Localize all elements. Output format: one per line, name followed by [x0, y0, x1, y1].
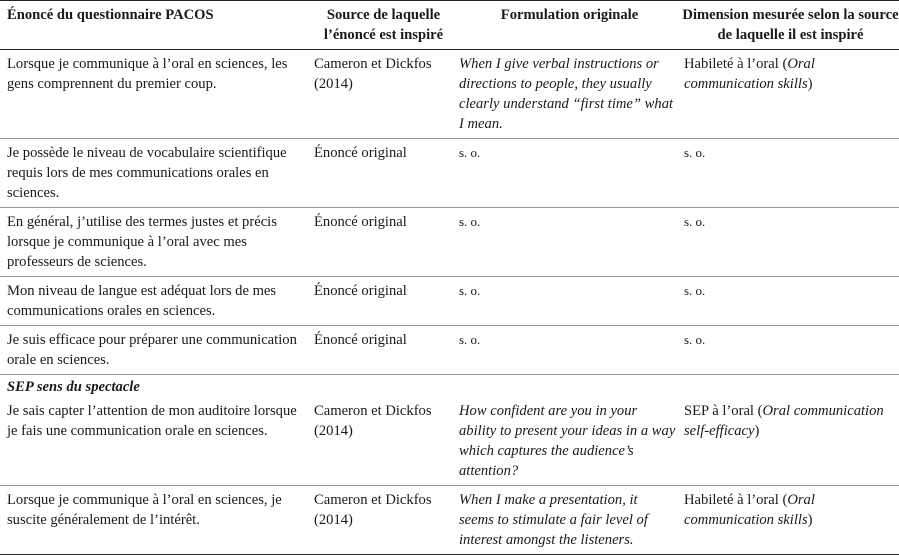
- dimension-cell: [682, 486, 899, 555]
- dimension-close: ): [807, 76, 813, 92]
- dimension-text: Habileté à l’oral (: [684, 492, 788, 508]
- source-cell: Cameron et Dickfos (2014): [310, 397, 457, 486]
- statement-cell: Lorsque je communique à l’oral en sciences, les gens comprennent du premier coup.: [0, 50, 310, 139]
- dimension-english: Oral communication self-efficacy: [684, 403, 884, 439]
- original-cell: s. o.: [457, 326, 682, 375]
- dimension-cell: s. o.: [682, 139, 899, 208]
- section-row: [0, 375, 899, 398]
- table-row: [0, 277, 899, 326]
- dimension-cell: [682, 397, 899, 486]
- dimension-cell: s. o.: [682, 277, 899, 326]
- table-row: [0, 486, 899, 555]
- dimension-cell: s. o.: [682, 208, 899, 277]
- source-cell: Énoncé original: [310, 208, 457, 277]
- statement-cell: Je suis efficace pour préparer une communication orale en sciences.: [0, 326, 310, 375]
- header-dimension: Dimension mesurée selon la source de laquelle il est inspiré: [682, 1, 899, 50]
- source-cell: Énoncé original: [310, 326, 457, 375]
- table-row: [0, 397, 899, 486]
- header-statement: Énoncé du questionnaire PACOS: [0, 1, 310, 50]
- original-cell: When I give verbal instructions or directions to people, they usually clearly understand “first time” what I mean.: [457, 50, 682, 139]
- statement-cell: Mon niveau de langue est adéquat lors de mes communications orales en sciences.: [0, 277, 310, 326]
- original-cell: s. o.: [457, 277, 682, 326]
- source-cell: Cameron et Dickfos (2014): [310, 486, 457, 555]
- dimension-cell: s. o.: [682, 326, 899, 375]
- statement-cell: Je possède le niveau de vocabulaire scientifique requis lors de mes communications orales en sciences.: [0, 139, 310, 208]
- statement-cell: Lorsque je communique à l’oral en sciences, je suscite généralement de l’intérêt.: [0, 486, 310, 555]
- dimension-cell: [682, 50, 899, 139]
- source-cell: Cameron et Dickfos (2014): [310, 50, 457, 139]
- section-title: SEP sens du spectacle: [7, 379, 140, 395]
- dimension-english: Oral communication skills: [684, 492, 815, 528]
- header-row: [0, 1, 899, 50]
- original-cell: s. o.: [457, 139, 682, 208]
- statement-cell: En général, j’utilise des termes justes et précis lorsque je communique à l’oral avec mes professeurs de sciences.: [0, 208, 310, 277]
- dimension-english: Oral communication skills: [684, 56, 815, 92]
- original-cell: s. o.: [457, 208, 682, 277]
- dimension-close: ): [754, 423, 760, 439]
- source-cell: Énoncé original: [310, 139, 457, 208]
- dimension-close: ): [807, 512, 813, 528]
- dimension-text: Habileté à l’oral (: [684, 56, 788, 72]
- statement-cell: Je sais capter l’attention de mon auditoire lorsque je fais une communication orale en sciences.: [0, 397, 310, 486]
- table-row: [0, 326, 899, 375]
- table-row: [0, 208, 899, 277]
- dimension-text: SEP à l’oral (: [684, 403, 763, 419]
- table-row: [0, 139, 899, 208]
- header-original: Formulation originale: [457, 1, 682, 50]
- table-row: [0, 50, 899, 139]
- original-cell: When I make a presentation, it seems to stimulate a fair level of interest amongst the listeners.: [457, 486, 682, 555]
- source-cell: Énoncé original: [310, 277, 457, 326]
- original-cell: How confident are you in your ability to present your ideas in a way which captures the audience’s attention?: [457, 397, 682, 486]
- header-source: Source de laquelle l’énoncé est inspiré: [310, 1, 457, 50]
